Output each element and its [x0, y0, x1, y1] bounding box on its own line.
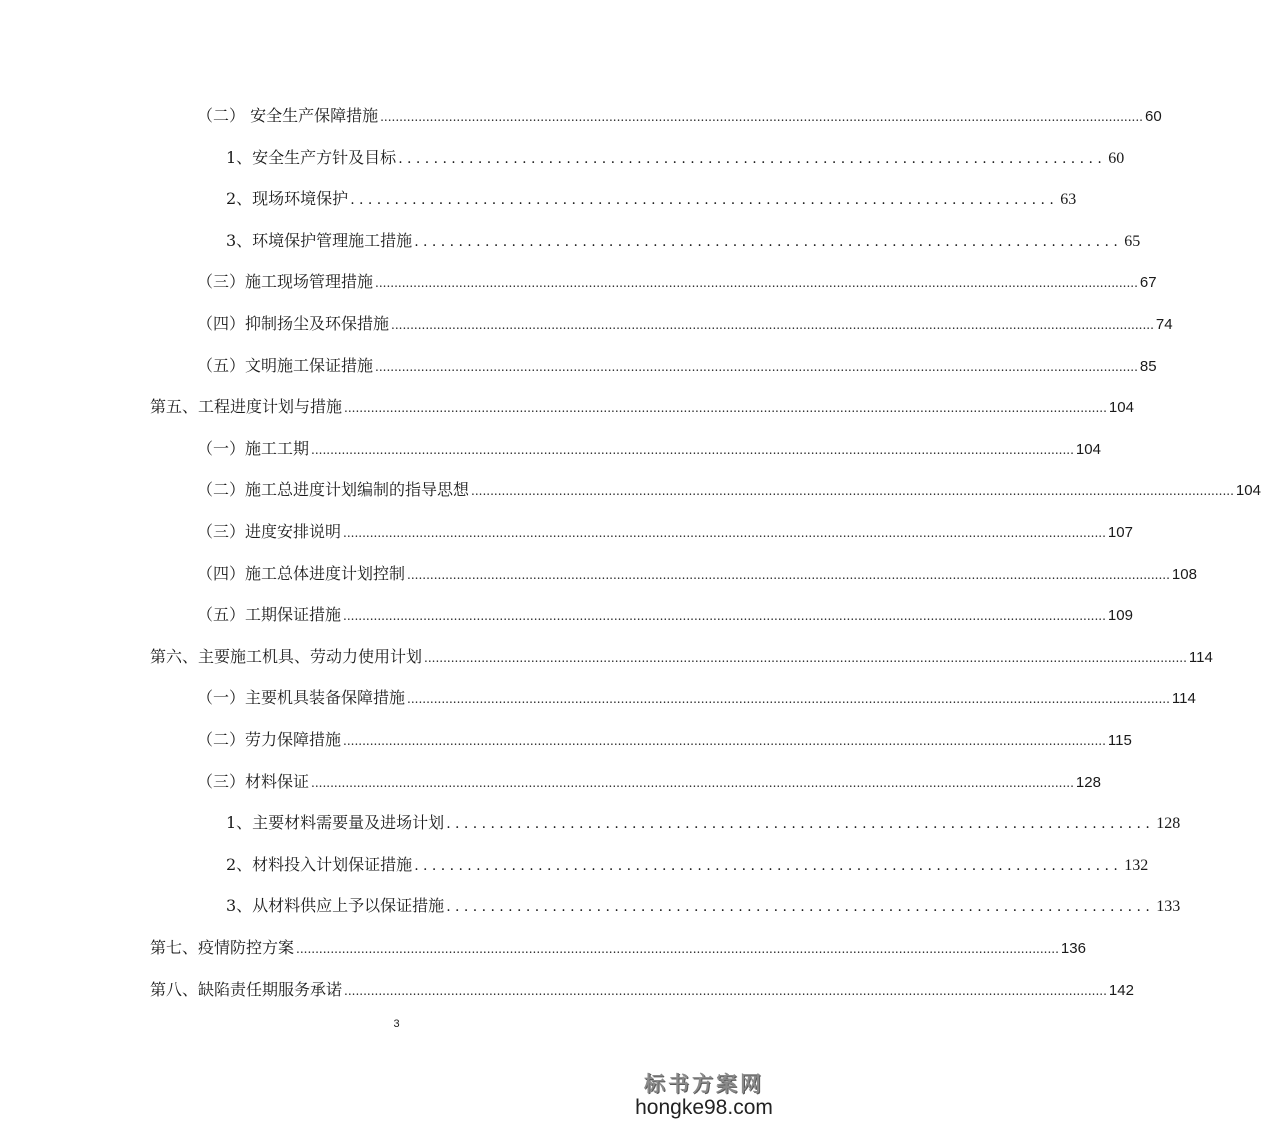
- toc-entry-title: （四）抑制扬尘及环保措施: [197, 314, 390, 333]
- toc-entry[interactable]: [150, 645, 1213, 669]
- watermark-title: 标书方案网: [644, 1071, 764, 1096]
- toc-entry[interactable]: [226, 894, 1181, 918]
- toc-entry-page: 67: [1139, 274, 1157, 291]
- toc-leader-dots: ........................................................................................................................................................................................................: [391, 318, 1154, 332]
- toc-entry-title: （四）施工总体进度计划控制: [197, 564, 406, 583]
- toc-leader-dots: ........................................................................................................................................................................................................: [375, 360, 1138, 374]
- toc-leader-dots: ........................................................................................................................................................................................................: [343, 526, 1106, 540]
- toc-leader-dots: ........................................................................................................................................................................................................: [344, 401, 1107, 415]
- toc-entry-page: 104: [1075, 441, 1101, 458]
- toc-leader-dots: ................................................................................: [446, 816, 1155, 832]
- toc-entry-title: （五）文明施工保证措施: [197, 356, 374, 375]
- toc-entry-title: （三）进度安排说明: [197, 522, 342, 541]
- toc-entry-title: （三）材料保证: [197, 772, 310, 791]
- toc-entry[interactable]: [197, 354, 1157, 378]
- toc-leader-dots: ........................................................................................................................................................................................................: [375, 276, 1138, 290]
- toc-entry-title: 第六、主要施工机具、劳动力使用计划: [150, 647, 423, 666]
- toc-entry-page: 60: [1144, 108, 1162, 125]
- toc-leader-dots: ........................................................................................................................................................................................................: [296, 942, 1059, 956]
- toc-entry[interactable]: [226, 187, 1077, 211]
- toc-entry-page: 142: [1108, 982, 1134, 999]
- toc-entry[interactable]: [226, 146, 1125, 170]
- toc-entry-page: 114: [1188, 649, 1213, 666]
- toc-entry-page: 128: [1075, 774, 1101, 791]
- toc-leader-dots: ........................................................................................................................................................................................................: [343, 734, 1106, 748]
- toc-leader-dots: ........................................................................................................................................................................................................: [311, 776, 1074, 790]
- toc-entry-page: 104: [1108, 399, 1134, 416]
- toc-entry-page: 65: [1124, 233, 1141, 250]
- toc-leader-dots: ........................................................................................................................................................................................................: [344, 984, 1107, 998]
- toc-entry-page: 85: [1139, 358, 1157, 375]
- toc-leader-dots: ........................................................................................................................................................................................................: [407, 692, 1170, 706]
- toc-entry-page: 114: [1171, 690, 1196, 707]
- toc-entry-title: （一）施工工期: [197, 439, 310, 458]
- toc-entry-title: 2、材料投入计划保证措施: [226, 855, 413, 874]
- toc-entry-title: （二）施工总进度计划编制的指导思想: [197, 480, 470, 499]
- toc-entry-title: 第五、工程进度计划与措施: [150, 397, 343, 416]
- toc-entry[interactable]: [197, 686, 1196, 710]
- toc-leader-dots: ........................................................................................................................................................................................................: [407, 568, 1170, 582]
- toc-entry[interactable]: [197, 478, 1261, 502]
- toc-entry-title: （三）施工现场管理措施: [197, 272, 374, 291]
- toc-entry[interactable]: [197, 270, 1157, 294]
- toc-leader-dots: ................................................................................: [350, 192, 1059, 208]
- toc-leader-dots: ........................................................................................................................................................................................................: [471, 484, 1234, 498]
- toc-entry-title: （一）主要机具装备保障措施: [197, 688, 406, 707]
- toc-entry[interactable]: [197, 312, 1173, 336]
- toc-leader-dots: ................................................................................: [398, 151, 1107, 167]
- toc-entry-title: 第八、缺陷责任期服务承诺: [150, 980, 343, 999]
- toc-entry-page: 133: [1156, 898, 1181, 915]
- toc-entry-page: 128: [1156, 815, 1181, 832]
- toc-entry-page: 132: [1124, 857, 1149, 874]
- toc-entry[interactable]: [150, 395, 1134, 419]
- page-number: 3: [393, 1018, 400, 1030]
- toc-entry-title: （二）劳力保障措施: [197, 730, 342, 749]
- toc-entry[interactable]: [226, 229, 1141, 253]
- toc-entry[interactable]: [197, 562, 1197, 586]
- toc-entry-title: 第七、疫情防控方案: [150, 938, 295, 957]
- toc-entry-page: 108: [1171, 566, 1197, 583]
- toc-entry-page: 109: [1107, 607, 1133, 624]
- toc-entry-page: 136: [1060, 940, 1086, 957]
- toc-entry-title: 1、主要材料需要量及进场计划: [226, 813, 445, 832]
- toc-entry-page: 115: [1107, 732, 1132, 749]
- toc-entry-title: 3、从材料供应上予以保证措施: [226, 896, 445, 915]
- toc-entry-title: （五）工期保证措施: [197, 605, 342, 624]
- toc-leader-dots: ................................................................................: [414, 234, 1123, 250]
- toc-entry[interactable]: [197, 603, 1133, 627]
- toc-entry[interactable]: [150, 936, 1086, 960]
- toc-entry-title: （二） 安全生产保障措施: [197, 106, 379, 125]
- toc-leader-dots: ........................................................................................................................................................................................................: [311, 443, 1074, 457]
- toc-entry[interactable]: [197, 437, 1101, 461]
- toc-entry[interactable]: [226, 853, 1149, 877]
- toc-entry-title: 1、安全生产方针及目标: [226, 148, 397, 167]
- toc-leader-dots: ........................................................................................................................................................................................................: [343, 609, 1106, 623]
- toc-entry-page: 107: [1107, 524, 1133, 541]
- toc-leader-dots: ................................................................................: [414, 858, 1123, 874]
- toc-entry-page: 74: [1155, 316, 1173, 333]
- toc-entry[interactable]: [150, 978, 1134, 1002]
- toc-entry[interactable]: [197, 520, 1133, 544]
- toc-entry-page: 104: [1235, 482, 1261, 499]
- toc-entry[interactable]: [197, 770, 1101, 794]
- toc-entry-page: 63: [1060, 191, 1077, 208]
- toc-entry[interactable]: [197, 104, 1162, 128]
- toc-leader-dots: ........................................................................................................................................................................................................: [424, 651, 1187, 665]
- toc-leader-dots: ................................................................................: [446, 899, 1155, 915]
- toc-entry[interactable]: [226, 811, 1181, 835]
- toc-entry[interactable]: [197, 728, 1132, 752]
- toc-leader-dots: ........................................................................................................................................................................................................: [380, 110, 1143, 124]
- toc-entry-title: 2、现场环境保护: [226, 189, 349, 208]
- toc-entry-page: 60: [1108, 150, 1125, 167]
- watermark-url: hongke98.com: [635, 1096, 773, 1119]
- toc-entry-title: 3、环境保护管理施工措施: [226, 231, 413, 250]
- watermark: [629, 1068, 779, 1120]
